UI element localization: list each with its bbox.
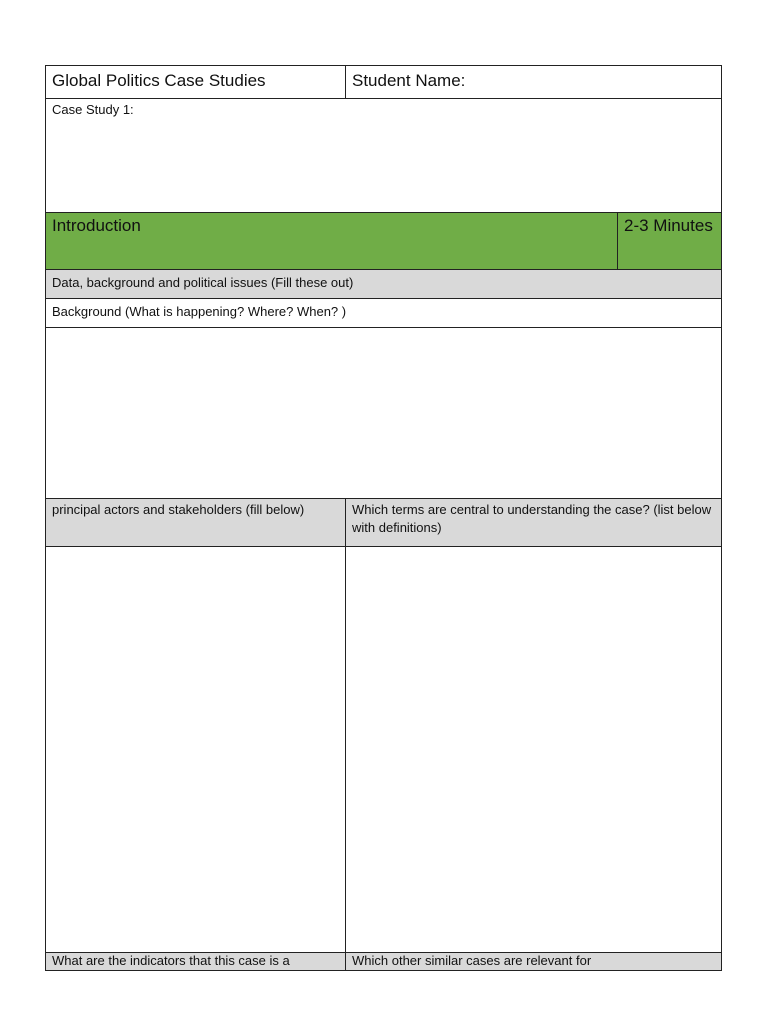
case-study-row bbox=[45, 99, 722, 213]
data-background-row bbox=[45, 270, 722, 299]
data-background-prompt: Data, background and political issues (Fill these out) bbox=[52, 275, 354, 290]
introduction-duration: 2-3 Minutes bbox=[617, 213, 721, 269]
actors-answer-field[interactable] bbox=[46, 547, 345, 952]
course-title: Global Politics Case Studies bbox=[52, 71, 266, 90]
similar-cases-prompt: Which other similar cases are relevant for bbox=[345, 953, 721, 970]
actors-terms-prompt-row bbox=[45, 499, 722, 547]
introduction-title: Introduction bbox=[52, 216, 141, 235]
indicators-prompt: What are the indicators that this case is a bbox=[52, 953, 290, 968]
case-study-field[interactable]: Case Study 1: bbox=[52, 102, 134, 117]
introduction-row bbox=[45, 213, 722, 270]
terms-prompt: Which terms are central to understanding the case? (list below with definitions) bbox=[345, 499, 721, 546]
student-name-field[interactable]: Student Name: bbox=[345, 66, 721, 98]
background-answer-row bbox=[45, 328, 722, 499]
indicators-similar-prompt-row bbox=[45, 953, 722, 971]
header-row bbox=[45, 65, 722, 99]
background-answer-field[interactable] bbox=[46, 328, 721, 498]
actors-prompt: principal actors and stakeholders (fill below) bbox=[52, 502, 305, 517]
background-prompt: Background (What is happening? Where? When? ) bbox=[52, 304, 347, 319]
worksheet-table bbox=[45, 65, 722, 971]
background-prompt-row bbox=[45, 299, 722, 328]
actors-terms-answer-row bbox=[45, 547, 722, 953]
terms-answer-field[interactable] bbox=[345, 547, 721, 952]
